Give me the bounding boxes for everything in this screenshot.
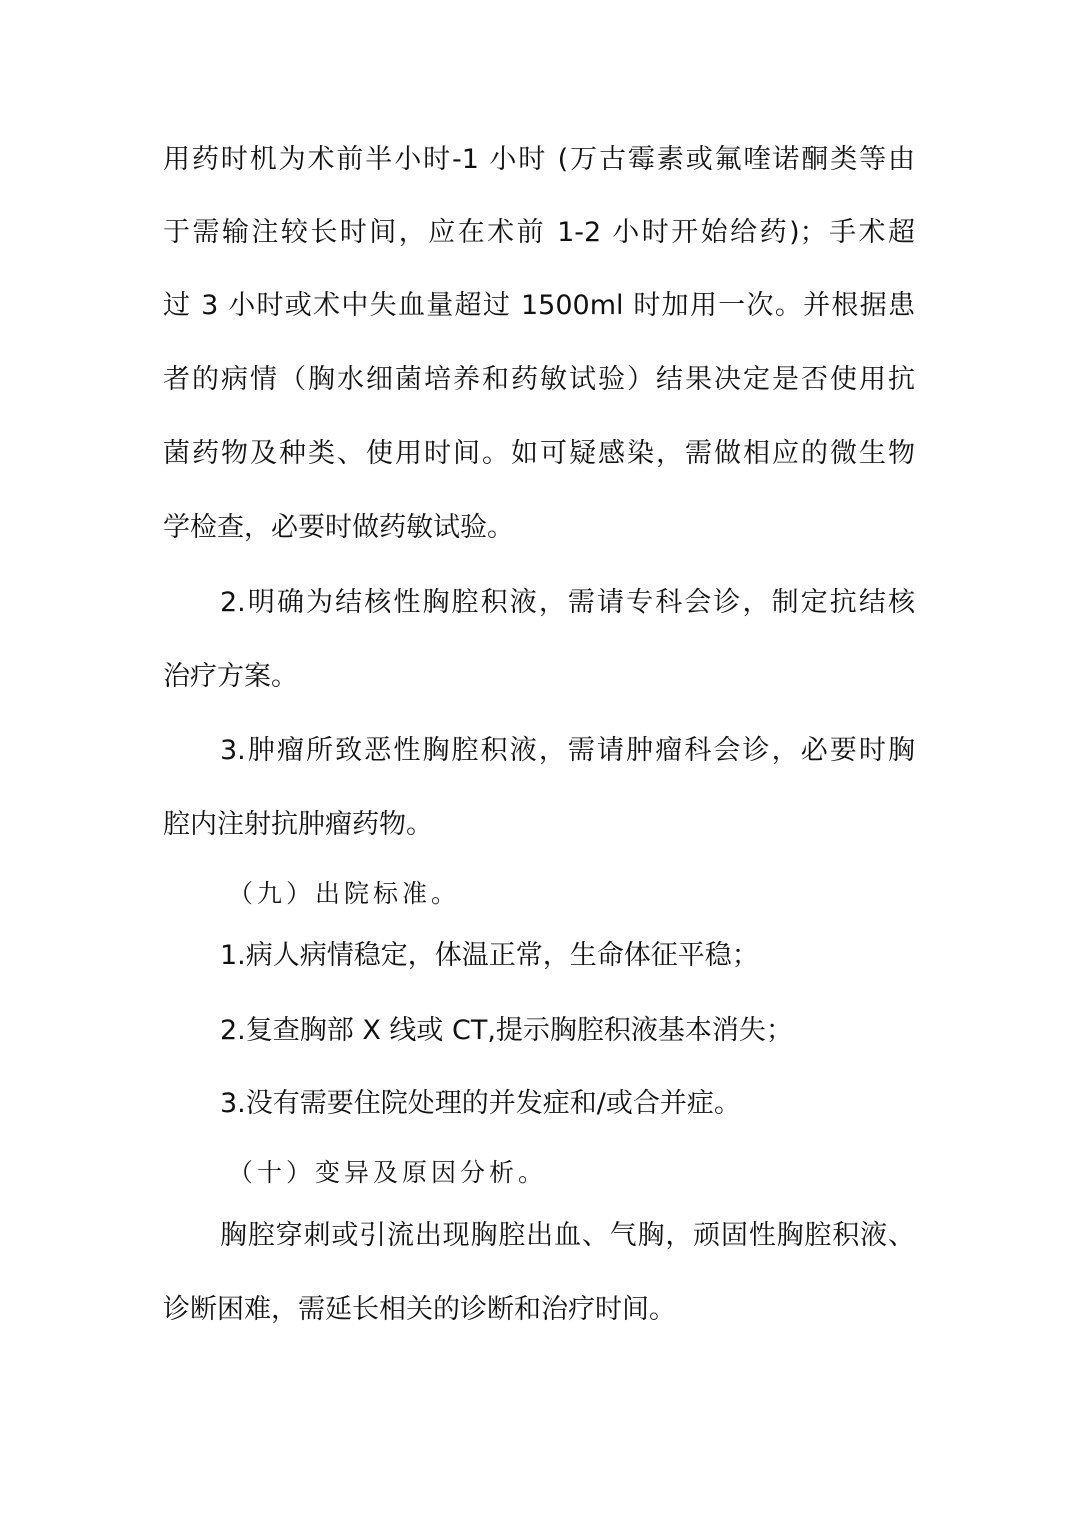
paragraph-line: 诊断困难，需延长相关的诊断和治疗时间。 xyxy=(163,1294,676,1325)
section-heading-discharge: （九）出院标准。 xyxy=(228,879,461,908)
list-item: 1.病人病情稳定，体温正常，生命体征平稳； xyxy=(220,940,759,971)
list-item: 3.没有需要住院处理的并发症和/或合并症。 xyxy=(220,1088,741,1119)
paragraph-line: 于需输注较长时间，应在术前 1-2 小时开始给药)；手术超 xyxy=(163,217,915,248)
paragraph-line: 者的病情（胸水细菌培养和药敏试验）结果决定是否使用抗 xyxy=(163,364,915,395)
paragraph-line: 腔内注射抗肿瘤药物。 xyxy=(163,809,433,840)
paragraph-line: 过 3 小时或术中失血量超过 1500ml 时加用一次。并根据患 xyxy=(163,290,915,321)
paragraph-line: 胸腔穿刺或引流出现胸腔出血、气胸，顽固性胸腔积液、 xyxy=(220,1220,915,1251)
paragraph-line: 治疗方案。 xyxy=(163,661,298,692)
paragraph-line: 2.明确为结核性胸腔积液，需请专科会诊，制定抗结核 xyxy=(220,587,915,618)
section-heading-variation: （十）变异及原因分析。 xyxy=(228,1158,548,1187)
paragraph-line: 3.肿瘤所致恶性胸腔积液，需请肿瘤科会诊，必要时胸 xyxy=(220,735,915,766)
list-item: 2.复查胸部 X 线或 CT,提示胸腔积液基本消失； xyxy=(220,1015,793,1046)
paragraph-line: 学检查，必要时做药敏试验。 xyxy=(163,512,514,543)
paragraph-line: 菌药物及种类、使用时间。如可疑感染，需做相应的微生物 xyxy=(163,438,915,469)
paragraph-line: 用药时机为术前半小时-1 小时 (万古霉素或氟喹诺酮类等由 xyxy=(163,144,915,175)
